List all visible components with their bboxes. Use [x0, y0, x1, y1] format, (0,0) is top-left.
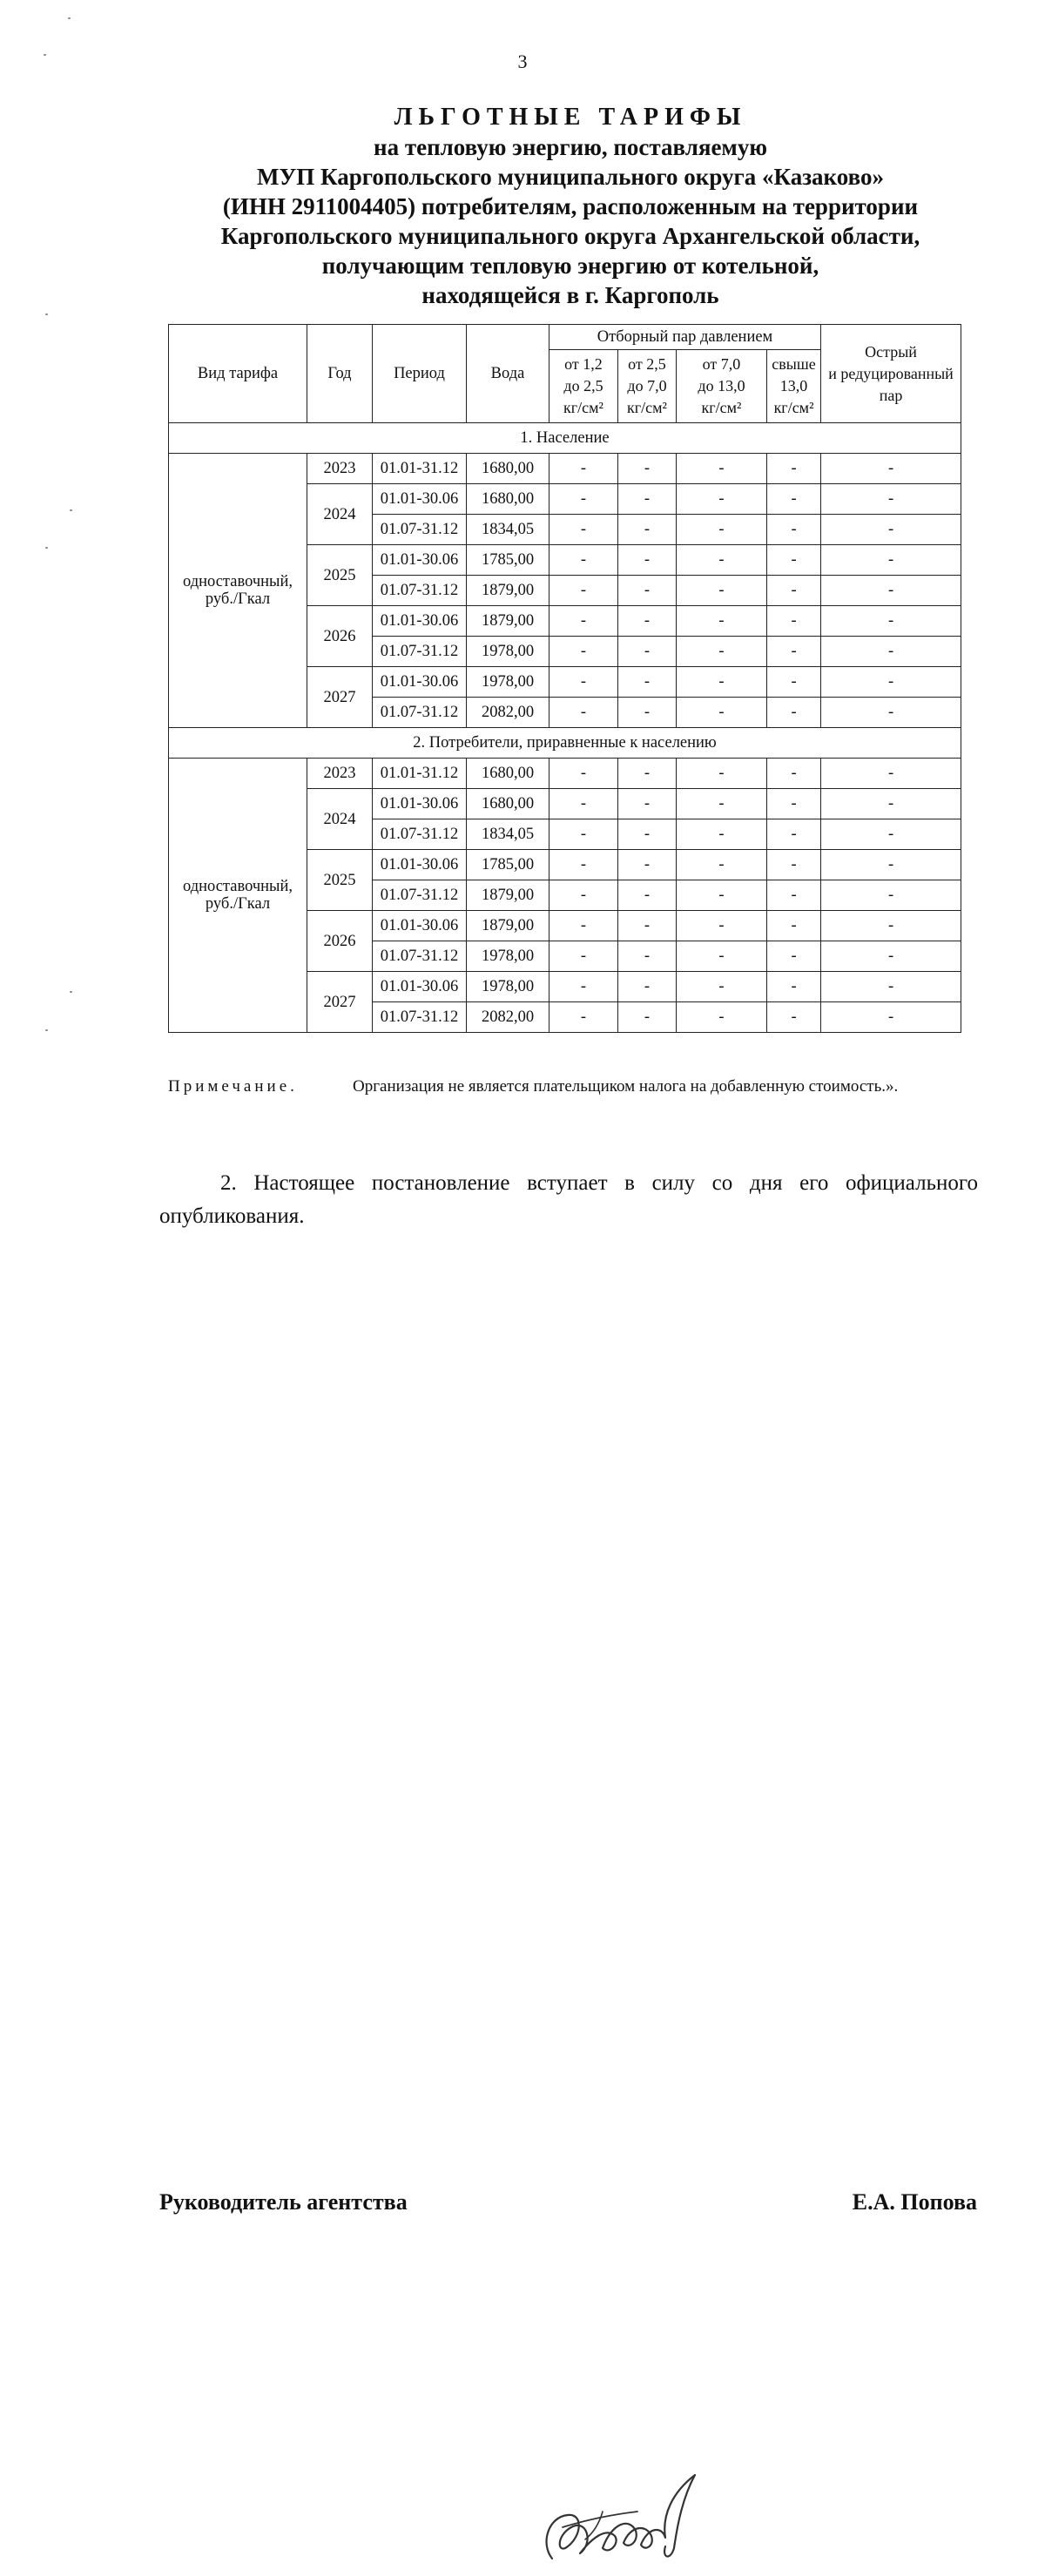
period-cell: 01.01-30.06 — [373, 911, 467, 941]
header-year: Год — [307, 325, 373, 423]
empty-value-cell: - — [549, 880, 618, 911]
empty-value-cell: - — [821, 850, 961, 880]
empty-value-cell: - — [821, 911, 961, 941]
header-steam-1 — [549, 350, 618, 423]
header-steam-4 — [767, 350, 821, 423]
header-sharp-steam — [821, 325, 961, 423]
empty-value-cell: - — [821, 1002, 961, 1033]
water-cell: 1785,00 — [467, 850, 549, 880]
empty-value-cell: - — [821, 606, 961, 637]
empty-value-cell: - — [821, 789, 961, 819]
empty-value-cell: - — [767, 606, 821, 637]
year-cell: 2024 — [307, 484, 373, 545]
water-cell: 1879,00 — [467, 576, 549, 606]
period-cell: 01.01-30.06 — [373, 972, 467, 1002]
header-steam-line: кг/см² — [701, 399, 742, 416]
header-steam-line: 13,0 — [779, 377, 808, 394]
year-cell: 2023 — [307, 759, 373, 789]
period-cell: 01.07-31.12 — [373, 880, 467, 911]
water-cell: 1879,00 — [467, 911, 549, 941]
header-steam-line: от 2,5 — [628, 355, 666, 373]
empty-value-cell: - — [767, 515, 821, 545]
note-label: Примечание. — [168, 1077, 298, 1096]
period-cell: 01.07-31.12 — [373, 819, 467, 850]
period-cell: 01.01-30.06 — [373, 667, 467, 698]
empty-value-cell: - — [549, 545, 618, 576]
empty-value-cell: - — [677, 789, 767, 819]
header-steam-line: кг/см² — [627, 399, 667, 416]
header-steam-line: от 1,2 — [564, 355, 603, 373]
empty-value-cell: - — [767, 972, 821, 1002]
signatory-name: Е.А. Попова — [852, 2189, 977, 2215]
period-cell: 01.01-30.06 — [373, 484, 467, 515]
effective-date-paragraph: 2. Настоящее постановление вступает в силу со дня его официального опубликования. — [159, 1171, 978, 1228]
empty-value-cell: - — [821, 667, 961, 698]
header-steam-line: от 7,0 — [702, 355, 741, 373]
empty-value-cell: - — [821, 759, 961, 789]
water-cell: 1978,00 — [467, 941, 549, 972]
empty-value-cell: - — [549, 484, 618, 515]
period-cell: 01.01-30.06 — [373, 606, 467, 637]
empty-value-cell: - — [821, 880, 961, 911]
year-cell: 2025 — [307, 850, 373, 911]
scan-speck — [44, 54, 46, 56]
title-line: МУП Каргопольского муниципального округа «Казаково» — [257, 164, 884, 190]
empty-value-cell: - — [821, 515, 961, 545]
empty-value-cell: - — [767, 789, 821, 819]
header-steam-line: кг/см² — [563, 399, 603, 416]
section-header: 2. Потребители, приравненные к населению — [169, 728, 961, 759]
empty-value-cell: - — [821, 576, 961, 606]
empty-value-cell: - — [618, 606, 677, 637]
year-cell: 2024 — [307, 789, 373, 850]
period-cell: 01.07-31.12 — [373, 576, 467, 606]
empty-value-cell: - — [677, 850, 767, 880]
water-cell: 1834,05 — [467, 819, 549, 850]
empty-value-cell: - — [821, 941, 961, 972]
empty-value-cell: - — [618, 637, 677, 667]
water-cell: 1785,00 — [467, 545, 549, 576]
header-steam-2 — [618, 350, 677, 423]
empty-value-cell: - — [549, 972, 618, 1002]
empty-value-cell: - — [767, 941, 821, 972]
water-cell: 1680,00 — [467, 454, 549, 484]
water-cell: 1834,05 — [467, 515, 549, 545]
empty-value-cell: - — [618, 545, 677, 576]
signature-block — [0, 1226, 1045, 2215]
empty-value-cell: - — [767, 545, 821, 576]
title-main: ЛЬГОТНЫЕ ТАРИФЫ — [394, 104, 747, 131]
empty-value-cell: - — [618, 850, 677, 880]
period-cell: 01.07-31.12 — [373, 637, 467, 667]
empty-value-cell: - — [549, 576, 618, 606]
empty-value-cell: - — [767, 484, 821, 515]
header-water: Вода — [467, 325, 549, 423]
empty-value-cell: - — [618, 667, 677, 698]
table-row — [169, 759, 961, 789]
empty-value-cell: - — [549, 941, 618, 972]
header-sharp-steam-line: и редуцированный — [828, 364, 954, 382]
page-number: 3 — [517, 51, 528, 72]
scan-speck — [45, 1029, 48, 1031]
title-line: находящейся в г. Каргополь — [421, 282, 719, 308]
empty-value-cell: - — [767, 819, 821, 850]
document-title — [139, 103, 1001, 310]
period-cell: 01.07-31.12 — [373, 515, 467, 545]
period-cell: 01.01-30.06 — [373, 545, 467, 576]
period-cell: 01.07-31.12 — [373, 941, 467, 972]
empty-value-cell: - — [549, 667, 618, 698]
title-line: Каргопольского муниципального округа Архангельской области, — [220, 223, 920, 249]
water-cell: 1680,00 — [467, 789, 549, 819]
empty-value-cell: - — [767, 850, 821, 880]
empty-value-cell: - — [618, 819, 677, 850]
empty-value-cell: - — [677, 819, 767, 850]
period-cell: 01.07-31.12 — [373, 698, 467, 728]
scan-speck — [70, 509, 72, 511]
empty-value-cell: - — [618, 454, 677, 484]
empty-value-cell: - — [549, 1002, 618, 1033]
empty-value-cell: - — [677, 545, 767, 576]
empty-value-cell: - — [677, 1002, 767, 1033]
water-cell: 1680,00 — [467, 759, 549, 789]
water-cell: 1978,00 — [467, 972, 549, 1002]
empty-value-cell: - — [618, 972, 677, 1002]
empty-value-cell: - — [677, 576, 767, 606]
tariff-type-line: руб./Гкал — [205, 590, 271, 608]
empty-value-cell: - — [821, 484, 961, 515]
empty-value-cell: - — [618, 941, 677, 972]
water-cell: 1680,00 — [467, 484, 549, 515]
empty-value-cell: - — [618, 1002, 677, 1033]
empty-value-cell: - — [618, 789, 677, 819]
header-tariff-type: Вид тарифа — [169, 325, 307, 423]
empty-value-cell: - — [821, 637, 961, 667]
empty-value-cell: - — [549, 515, 618, 545]
empty-value-cell: - — [618, 576, 677, 606]
header-period: Период — [373, 325, 467, 423]
year-cell: 2026 — [307, 911, 373, 972]
empty-value-cell: - — [618, 759, 677, 789]
title-line: на тепловую энергию, поставляемую — [374, 134, 767, 160]
tariff-table-body — [169, 423, 961, 1033]
period-cell: 01.01-30.06 — [373, 789, 467, 819]
empty-value-cell: - — [618, 698, 677, 728]
header-steam-line: до 2,5 — [563, 377, 603, 394]
tariff-type-line: одноставочный, — [182, 573, 293, 590]
header-steam-line: свыше — [772, 355, 816, 373]
title-line: (ИНН 2911004405) потребителям, расположенным на территории — [222, 193, 919, 219]
water-cell: 1879,00 — [467, 606, 549, 637]
handwritten-signature — [533, 2463, 707, 2576]
header-steam-line: до 7,0 — [627, 377, 667, 394]
empty-value-cell: - — [549, 789, 618, 819]
empty-value-cell: - — [767, 1002, 821, 1033]
empty-value-cell: - — [767, 911, 821, 941]
year-cell: 2026 — [307, 606, 373, 667]
empty-value-cell: - — [677, 880, 767, 911]
empty-value-cell: - — [767, 454, 821, 484]
tariff-type-line: руб./Гкал — [205, 895, 271, 913]
scan-speck — [45, 314, 48, 315]
empty-value-cell: - — [549, 698, 618, 728]
scan-speck — [68, 17, 71, 19]
empty-value-cell: - — [618, 880, 677, 911]
empty-value-cell: - — [677, 941, 767, 972]
empty-value-cell: - — [549, 850, 618, 880]
year-cell: 2023 — [307, 454, 373, 484]
note — [168, 1075, 961, 1098]
year-cell: 2027 — [307, 667, 373, 728]
section-header: 1. Население — [169, 423, 961, 454]
period-cell: 01.01-31.12 — [373, 454, 467, 484]
empty-value-cell: - — [618, 484, 677, 515]
empty-value-cell: - — [618, 911, 677, 941]
water-cell: 1978,00 — [467, 667, 549, 698]
empty-value-cell: - — [677, 454, 767, 484]
water-cell: 2082,00 — [467, 698, 549, 728]
water-cell: 1978,00 — [467, 637, 549, 667]
empty-value-cell: - — [821, 454, 961, 484]
period-cell: 01.07-31.12 — [373, 1002, 467, 1033]
empty-value-cell: - — [767, 576, 821, 606]
header-sharp-steam-line: Острый — [865, 342, 917, 361]
empty-value-cell: - — [677, 911, 767, 941]
empty-value-cell: - — [549, 911, 618, 941]
header-steam-line: до 13,0 — [698, 377, 745, 394]
note-text: Организация не является плательщиком налога на добавленную стоимость.». — [353, 1077, 899, 1096]
tariff-table — [168, 324, 961, 1033]
tariff-type-cell — [169, 759, 307, 1033]
empty-value-cell: - — [549, 819, 618, 850]
scan-speck — [45, 547, 48, 549]
header-sharp-steam-line: пар — [879, 386, 903, 404]
water-cell: 1879,00 — [467, 880, 549, 911]
period-cell: 01.01-30.06 — [373, 850, 467, 880]
empty-value-cell: - — [677, 606, 767, 637]
water-cell: 2082,00 — [467, 1002, 549, 1033]
empty-value-cell: - — [821, 972, 961, 1002]
empty-value-cell: - — [767, 667, 821, 698]
empty-value-cell: - — [549, 759, 618, 789]
empty-value-cell: - — [549, 454, 618, 484]
empty-value-cell: - — [767, 759, 821, 789]
empty-value-cell: - — [821, 819, 961, 850]
empty-value-cell: - — [549, 606, 618, 637]
year-cell: 2025 — [307, 545, 373, 606]
empty-value-cell: - — [677, 637, 767, 667]
table-row — [169, 454, 961, 484]
period-cell: 01.01-31.12 — [373, 759, 467, 789]
empty-value-cell: - — [677, 698, 767, 728]
header-steam-group: Отборный пар давлением — [549, 325, 821, 350]
empty-value-cell: - — [767, 637, 821, 667]
empty-value-cell: - — [767, 880, 821, 911]
signatory-position: Руководитель агентства — [159, 2189, 408, 2215]
empty-value-cell: - — [677, 759, 767, 789]
header-steam-3 — [677, 350, 767, 423]
year-cell: 2027 — [307, 972, 373, 1033]
header-steam-line: кг/см² — [773, 399, 814, 416]
tariff-type-line: одноставочный, — [182, 878, 293, 895]
empty-value-cell: - — [677, 667, 767, 698]
empty-value-cell: - — [549, 637, 618, 667]
empty-value-cell: - — [821, 698, 961, 728]
empty-value-cell: - — [821, 545, 961, 576]
empty-value-cell: - — [677, 484, 767, 515]
scan-speck — [70, 991, 72, 993]
empty-value-cell: - — [618, 515, 677, 545]
empty-value-cell: - — [767, 698, 821, 728]
empty-value-cell: - — [677, 515, 767, 545]
tariff-type-cell — [169, 454, 307, 728]
title-line: получающим тепловую энергию от котельной, — [321, 253, 819, 279]
empty-value-cell: - — [677, 972, 767, 1002]
